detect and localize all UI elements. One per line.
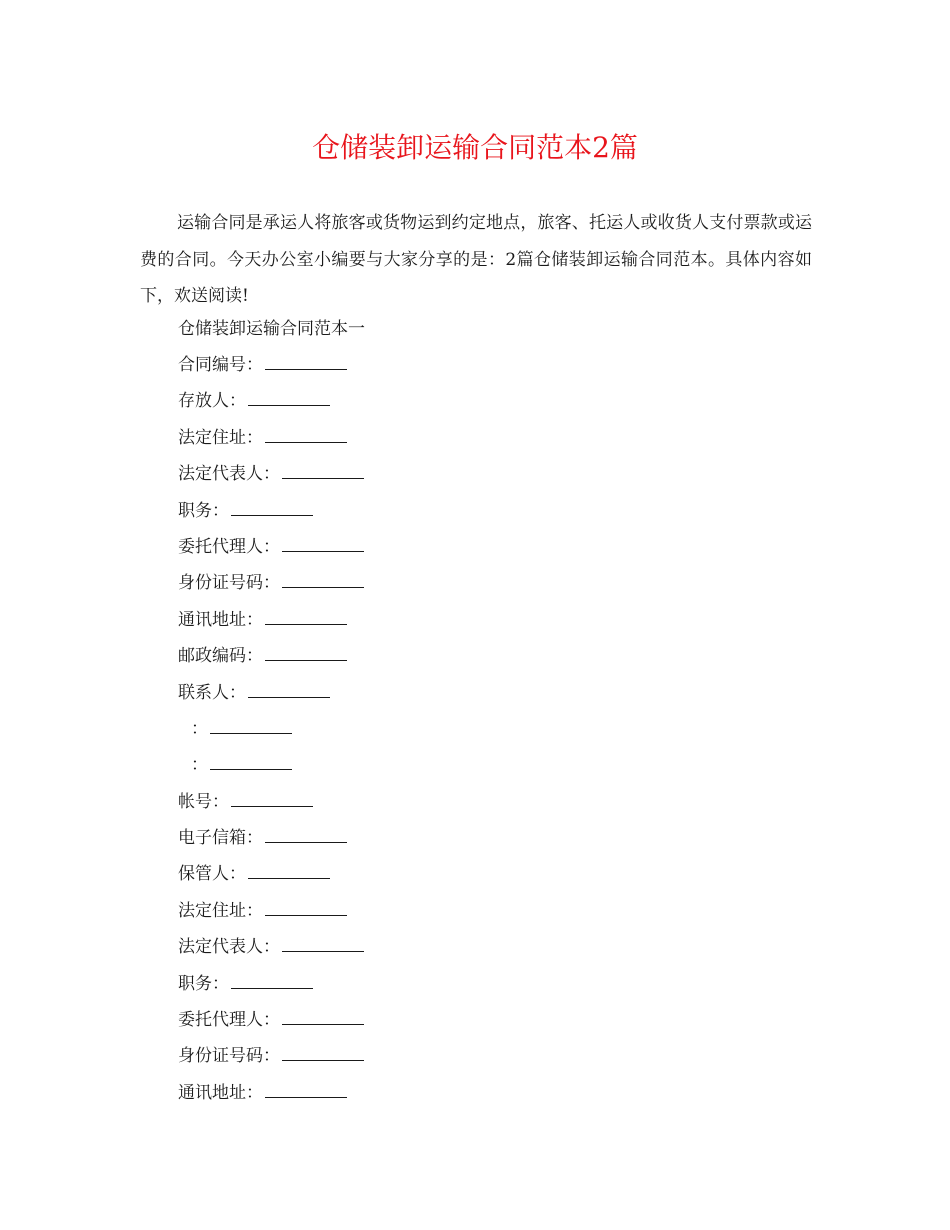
fill-in-blank[interactable]: [265, 895, 347, 916]
fill-in-blank[interactable]: [282, 931, 364, 952]
field-colon: ：: [191, 755, 208, 776]
contract-field-row: [178, 1040, 364, 1076]
fill-in-blank[interactable]: [282, 567, 364, 588]
contract-field-row: [178, 713, 364, 749]
field-label: 保管人: [178, 864, 229, 885]
field-colon: ：: [229, 864, 246, 885]
fill-in-blank[interactable]: [265, 422, 347, 443]
contract-field-row: [178, 931, 364, 967]
contract-field-row: [178, 495, 364, 531]
fill-in-blank[interactable]: [265, 349, 347, 370]
fill-in-blank[interactable]: [210, 713, 292, 734]
field-label: 法定住址: [178, 427, 246, 448]
fill-in-blank[interactable]: [265, 822, 347, 843]
field-label: 法定代表人: [178, 464, 263, 485]
field-colon: ：: [246, 1082, 263, 1103]
fill-in-blank[interactable]: [265, 1077, 347, 1098]
field-colon: ：: [246, 427, 263, 448]
contract-field-row: [178, 349, 364, 385]
contract-field-row: [178, 822, 364, 858]
field-label: 身份证号码: [178, 1046, 263, 1067]
field-label: 联系人: [178, 682, 229, 703]
fill-in-blank[interactable]: [265, 604, 347, 625]
field-label: 帐号: [178, 791, 212, 812]
fill-in-blank[interactable]: [231, 786, 313, 807]
fill-in-blank[interactable]: [265, 640, 347, 661]
document-title: 仓储装卸运输合同范本2篇: [312, 131, 638, 164]
field-colon: ：: [263, 536, 280, 557]
fill-in-blank[interactable]: [248, 385, 330, 406]
contract-field-list: [178, 349, 364, 1113]
contract-field-row: [178, 858, 364, 894]
contract-field-row: [178, 422, 364, 458]
contract-field-row: [178, 968, 364, 1004]
field-colon: ：: [246, 355, 263, 375]
contract-field-row: [178, 1077, 364, 1113]
field-colon: ：: [263, 464, 280, 485]
field-colon: ：: [246, 828, 263, 849]
field-colon: ：: [263, 937, 280, 958]
field-colon: ：: [212, 791, 229, 812]
fill-in-blank[interactable]: [231, 968, 313, 989]
contract-field-row: [178, 567, 364, 603]
contract-field-row: [178, 458, 364, 494]
contract-field-row: [178, 385, 364, 421]
contract-field-row: [178, 786, 364, 822]
field-colon: ：: [246, 646, 263, 667]
section-title: 仓储装卸运输合同范本一: [178, 319, 365, 339]
field-label: 邮政编码: [178, 646, 246, 667]
field-label: 存放人: [178, 391, 229, 412]
contract-field-row: [178, 749, 364, 785]
field-colon: ：: [229, 391, 246, 412]
fill-in-blank[interactable]: [282, 1004, 364, 1025]
field-colon: ：: [263, 573, 280, 594]
field-label: 委托代理人: [178, 1010, 263, 1031]
field-label: 通讯地址: [178, 1082, 246, 1103]
intro-paragraph: 运输合同是承运人将旅客或货物运到约定地点，旅客、托运人或收货人支付票款或运费的合同。今天办公室小编要与大家分享的是：2篇仓储装卸运输合同范本。具体内容如下，欢送阅读!: [140, 213, 812, 306]
contract-field-row: [178, 1004, 364, 1040]
field-label: 委托代理人: [178, 536, 263, 557]
contract-field-row: [178, 640, 364, 676]
field-label: 职务: [178, 500, 212, 521]
field-label: 合同编号: [178, 355, 246, 375]
field-colon: ：: [212, 500, 229, 521]
fill-in-blank[interactable]: [248, 858, 330, 879]
field-label: 法定住址: [178, 900, 246, 921]
field-label: 法定代表人: [178, 937, 263, 958]
fill-in-blank[interactable]: [282, 458, 364, 479]
fill-in-blank[interactable]: [231, 495, 313, 516]
field-colon: ：: [212, 973, 229, 994]
field-colon: ：: [229, 682, 246, 703]
field-colon: ：: [263, 1010, 280, 1031]
fill-in-blank[interactable]: [248, 677, 330, 698]
field-colon: ：: [246, 900, 263, 921]
field-label: 电子信箱: [178, 828, 246, 849]
field-colon: ：: [263, 1046, 280, 1067]
field-colon: ：: [191, 718, 208, 739]
field-label: 职务: [178, 973, 212, 994]
field-label: 通讯地址: [178, 609, 246, 630]
contract-field-row: [178, 604, 364, 640]
field-label: 身份证号码: [178, 573, 263, 594]
fill-in-blank[interactable]: [210, 749, 292, 770]
contract-field-row: [178, 677, 364, 713]
contract-field-row: [178, 895, 364, 931]
contract-field-row: [178, 531, 364, 567]
fill-in-blank[interactable]: [282, 531, 364, 552]
fill-in-blank[interactable]: [282, 1040, 364, 1061]
field-colon: ：: [246, 609, 263, 630]
